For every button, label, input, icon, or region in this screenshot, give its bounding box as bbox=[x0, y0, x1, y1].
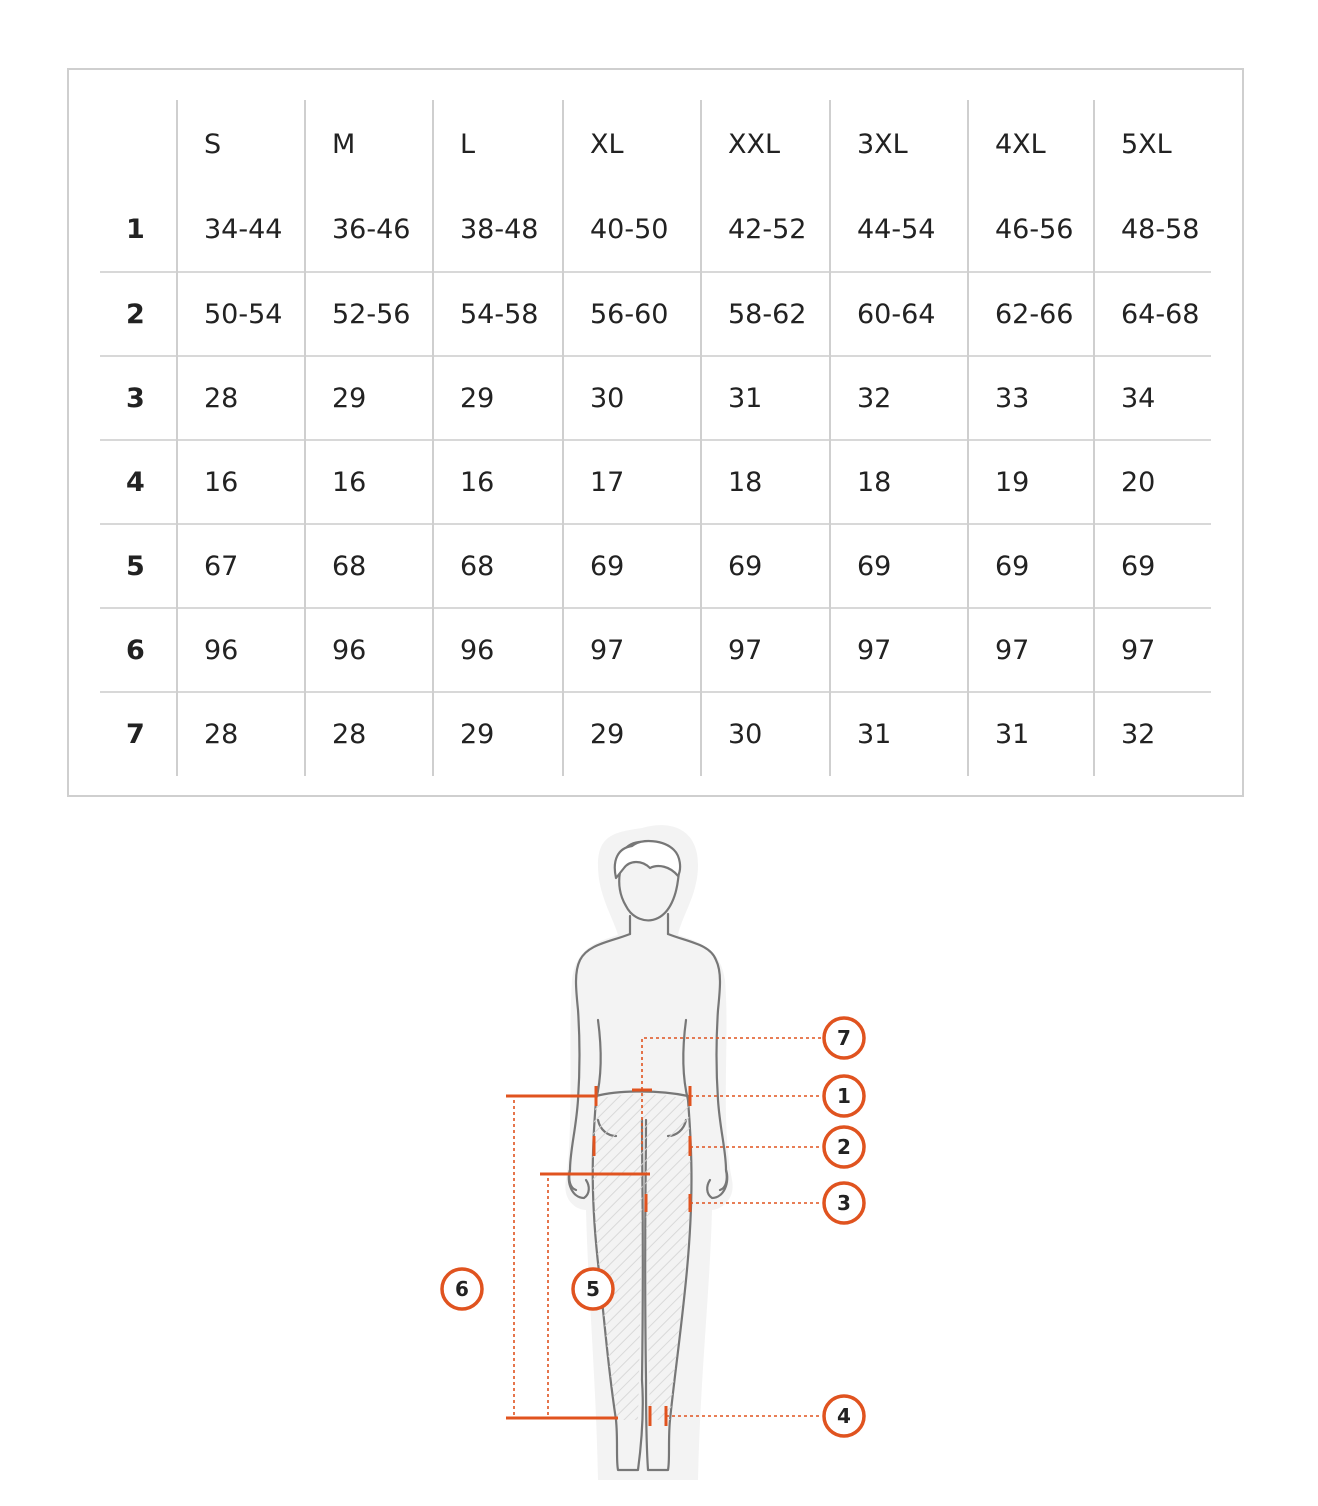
measurement-value: 46-56 bbox=[968, 188, 1094, 272]
measurement-value: 29 bbox=[433, 692, 563, 776]
size-header: 5XL bbox=[1094, 100, 1211, 188]
measurement-value: 52-56 bbox=[305, 272, 433, 356]
measurement-value: 69 bbox=[563, 524, 701, 608]
measurement-value: 32 bbox=[1094, 692, 1211, 776]
marker-4-label: 4 bbox=[837, 1404, 851, 1428]
measurement-row bbox=[100, 524, 1211, 608]
measurement-value: 18 bbox=[701, 440, 830, 524]
marker-4 bbox=[824, 1396, 864, 1436]
measurement-value: 69 bbox=[701, 524, 830, 608]
measurement-value: 31 bbox=[968, 692, 1094, 776]
measurement-id: 1 bbox=[126, 214, 145, 245]
measurement-value: 69 bbox=[830, 524, 968, 608]
measurement-id: 3 bbox=[100, 356, 177, 440]
measurement-value: 28 bbox=[177, 692, 305, 776]
measurement-id: 6 bbox=[100, 608, 177, 692]
body-measurement-diagram bbox=[420, 820, 940, 1500]
measurement-value: 29 bbox=[305, 356, 433, 440]
measurement-value: 30 bbox=[563, 356, 701, 440]
measurement-value: 40-50 bbox=[563, 188, 701, 272]
marker-1 bbox=[824, 1076, 864, 1116]
size-header: 4XL bbox=[968, 100, 1094, 188]
measurement-value: 68 bbox=[433, 524, 563, 608]
size-header: S bbox=[177, 100, 305, 188]
measurement-value: 18 bbox=[830, 440, 968, 524]
size-header: XXL bbox=[701, 100, 830, 188]
measurement-value: 56-60 bbox=[563, 272, 701, 356]
marker-3 bbox=[824, 1183, 864, 1223]
measurement-value: 38-48 bbox=[433, 188, 563, 272]
marker-7-label: 7 bbox=[837, 1026, 851, 1050]
measurement-value: 33 bbox=[968, 356, 1094, 440]
measurement-value: 69 bbox=[968, 524, 1094, 608]
marker-6 bbox=[442, 1269, 482, 1309]
size-header: 3XL bbox=[830, 100, 968, 188]
measurement-value: 36-46 bbox=[305, 188, 433, 272]
measurement-value: 17 bbox=[563, 440, 701, 524]
measurement-value: 96 bbox=[305, 608, 433, 692]
measurement-value: 96 bbox=[177, 608, 305, 692]
measurement-id: 5 bbox=[100, 524, 177, 608]
measurement-row bbox=[100, 440, 1211, 524]
measurement-value: 97 bbox=[1094, 608, 1211, 692]
measurement-figure bbox=[420, 820, 940, 1500]
measurement-value: 30 bbox=[701, 692, 830, 776]
measurement-value: 44-54 bbox=[830, 188, 968, 272]
measurement-value: 16 bbox=[433, 440, 563, 524]
size-header-row bbox=[100, 100, 1211, 188]
measurement-id: 7 bbox=[100, 692, 177, 776]
marker-7 bbox=[824, 1018, 864, 1058]
measurement-value: 64-68 bbox=[1094, 272, 1211, 356]
measurement-value: 16 bbox=[305, 440, 433, 524]
measurement-value: 32 bbox=[830, 356, 968, 440]
measurement-value: 28 bbox=[305, 692, 433, 776]
marker-2 bbox=[824, 1127, 864, 1167]
measurement-row bbox=[100, 608, 1211, 692]
measurement-row bbox=[100, 692, 1211, 776]
measurement-value: 96 bbox=[433, 608, 563, 692]
measurement-value: 97 bbox=[701, 608, 830, 692]
measurement-value: 19 bbox=[968, 440, 1094, 524]
measurement-value: 31 bbox=[830, 692, 968, 776]
measurement-id: 2 bbox=[100, 272, 177, 356]
measurement-value: 31 bbox=[701, 356, 830, 440]
marker-1-label: 1 bbox=[837, 1084, 851, 1108]
marker-5 bbox=[573, 1269, 613, 1309]
corner-cell bbox=[100, 100, 177, 188]
measurement-value: 16 bbox=[177, 440, 305, 524]
measurement-value: 29 bbox=[563, 692, 701, 776]
measurement-value: 58-62 bbox=[701, 272, 830, 356]
measurement-value: 20 bbox=[1094, 440, 1211, 524]
measurement-value: 62-66 bbox=[968, 272, 1094, 356]
measurement-value: 28 bbox=[177, 356, 305, 440]
measurement-value: 97 bbox=[968, 608, 1094, 692]
measurement-value: 50-54 bbox=[177, 272, 305, 356]
size-chart-table bbox=[100, 100, 1211, 776]
marker-5-label: 5 bbox=[586, 1277, 600, 1301]
marker-6-label: 6 bbox=[455, 1277, 469, 1301]
measurement-value: 54-58 bbox=[433, 272, 563, 356]
measurement-row bbox=[100, 272, 1211, 356]
measurement-value: 29 bbox=[433, 356, 563, 440]
measurement-row bbox=[100, 188, 1211, 272]
measurement-value: 97 bbox=[563, 608, 701, 692]
measurement-value: 69 bbox=[1094, 524, 1211, 608]
measurement-value: 34 bbox=[1094, 356, 1211, 440]
measurement-value: 34-44 bbox=[177, 188, 305, 272]
marker-2-label: 2 bbox=[837, 1135, 851, 1159]
measurement-value: 68 bbox=[305, 524, 433, 608]
measurement-value: 42-52 bbox=[701, 188, 830, 272]
measurement-id: 4 bbox=[100, 440, 177, 524]
size-header: M bbox=[305, 100, 433, 188]
size-header: L bbox=[433, 100, 563, 188]
measurement-row bbox=[100, 356, 1211, 440]
measurement-value: 67 bbox=[177, 524, 305, 608]
measurement-value: 97 bbox=[830, 608, 968, 692]
marker-3-label: 3 bbox=[837, 1191, 851, 1215]
size-header: XL bbox=[563, 100, 701, 188]
measurement-value: 60-64 bbox=[830, 272, 968, 356]
measurement-value: 48-58 bbox=[1094, 188, 1211, 272]
